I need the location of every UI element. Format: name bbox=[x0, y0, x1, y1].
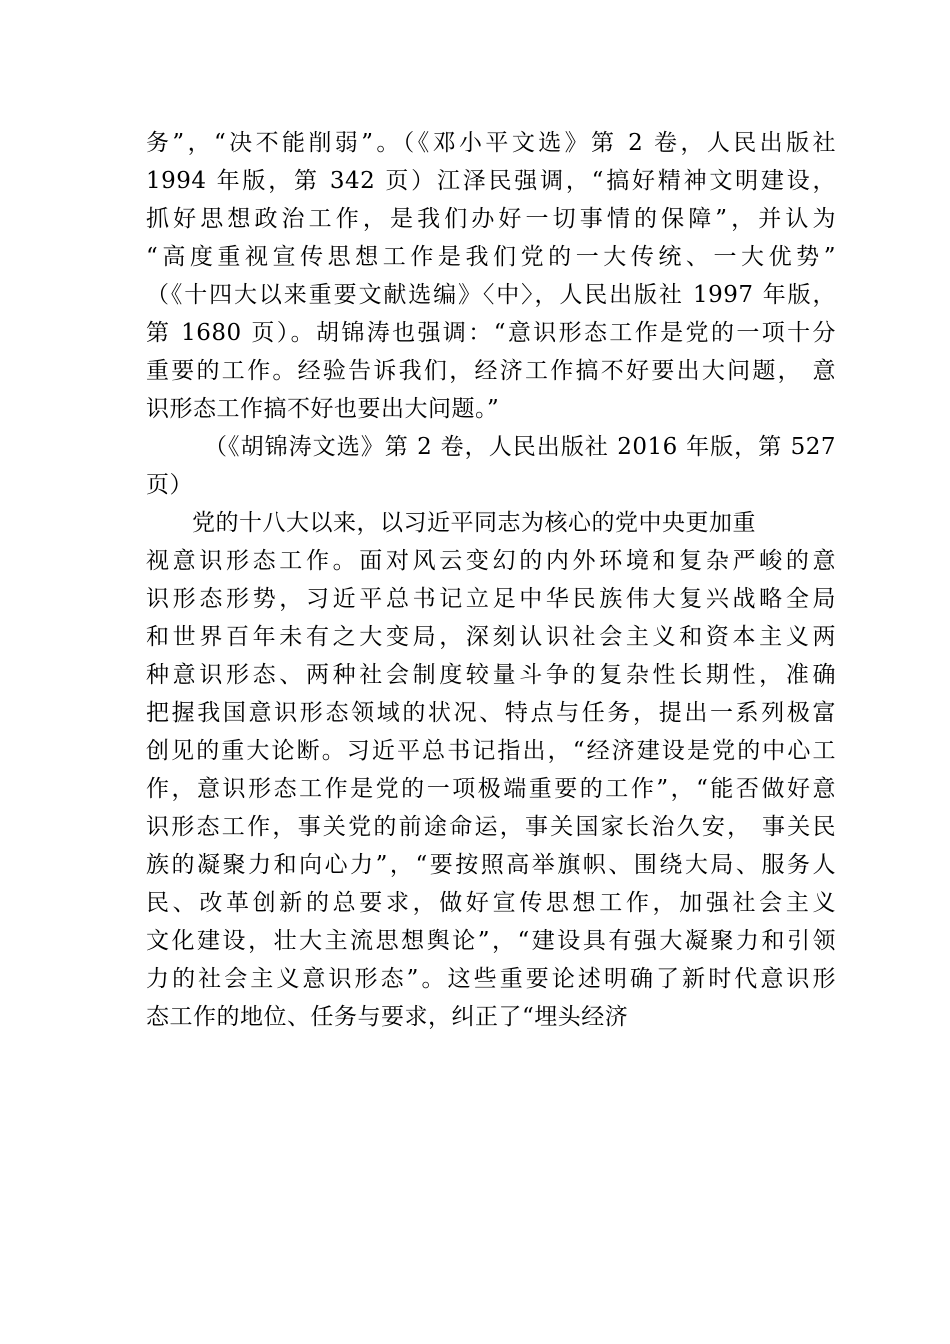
text-line: 创见的重大论断。习近平总书记指出，“经济建设是党的中心工 bbox=[146, 738, 836, 764]
text-line: 重要的工作。经验告诉我们，经济工作搞不好要出大问题， 意 bbox=[146, 358, 836, 384]
text-line: 务”，“决不能削弱”。（《邓小平文选》第 2 卷，人民出版社 bbox=[146, 130, 836, 156]
text-line: 识形态工作搞不好也要出大问题。” bbox=[146, 396, 500, 422]
paragraph-quotes bbox=[146, 124, 836, 428]
text-line: 作，意识形态工作是党的一项极端重要的工作”，“能否做好意 bbox=[146, 776, 836, 802]
text-line: （《十四大以来重要文献选编》〈中〉，人民出版社 1997 年版， bbox=[146, 282, 836, 308]
text-line: 民、改革创新的总要求，做好宣传思想工作，加强社会主义 bbox=[146, 890, 836, 916]
paragraph-main bbox=[146, 504, 836, 1036]
text-line: 第 1680 页）。胡锦涛也强调：“意识形态工作是党的一项十分 bbox=[146, 320, 836, 346]
citation-line: （《胡锦涛文选》第 2 卷，人民出版社 2016 年版，第 527 bbox=[204, 434, 836, 460]
text-line: 文化建设，壮大主流思想舆论”，“建设具有强大凝聚力和引领 bbox=[146, 928, 836, 954]
text-line: 力的社会主义意识形态”。这些重要论述明确了新时代意识形 bbox=[146, 966, 836, 992]
text-line: 识形态形势，习近平总书记立足中华民族伟大复兴战略全局 bbox=[146, 586, 836, 612]
text-line: 种意识形态、两种社会制度较量斗争的复杂性长期性，准确 bbox=[146, 662, 836, 688]
text-line: 和世界百年未有之大变局，深刻认识社会主义和资本主义两 bbox=[146, 624, 836, 650]
text-line: 抓好思想政治工作，是我们办好一切事情的保障”，并认为 bbox=[146, 206, 836, 232]
citation-line: 页） bbox=[146, 472, 193, 498]
text-line: 族的凝聚力和向心力”，“要按照高举旗帜、围绕大局、服务人 bbox=[146, 852, 836, 878]
text-line: 1994 年版，第 342 页）江泽民强调，“搞好精神文明建设， bbox=[146, 168, 836, 194]
body-text bbox=[146, 124, 836, 1036]
text-line: 视意识形态工作。面对风云变幻的内外环境和复杂严峻的意 bbox=[146, 548, 836, 574]
text-line: 党的十八大以来，以习近平同志为核心的党中央更加重 bbox=[192, 510, 756, 536]
text-line: 识形态工作，事关党的前途命运，事关国家长治久安， 事关民 bbox=[146, 814, 836, 840]
text-line: “高度重视宣传思想工作是我们党的一大传统、一大优势” bbox=[146, 244, 836, 270]
paragraph-citation bbox=[146, 428, 836, 504]
text-line: 态工作的地位、任务与要求，纠正了“埋头经济 bbox=[146, 1004, 629, 1030]
text-line: 把握我国意识形态领域的状况、特点与任务，提出一系列极富 bbox=[146, 700, 836, 726]
